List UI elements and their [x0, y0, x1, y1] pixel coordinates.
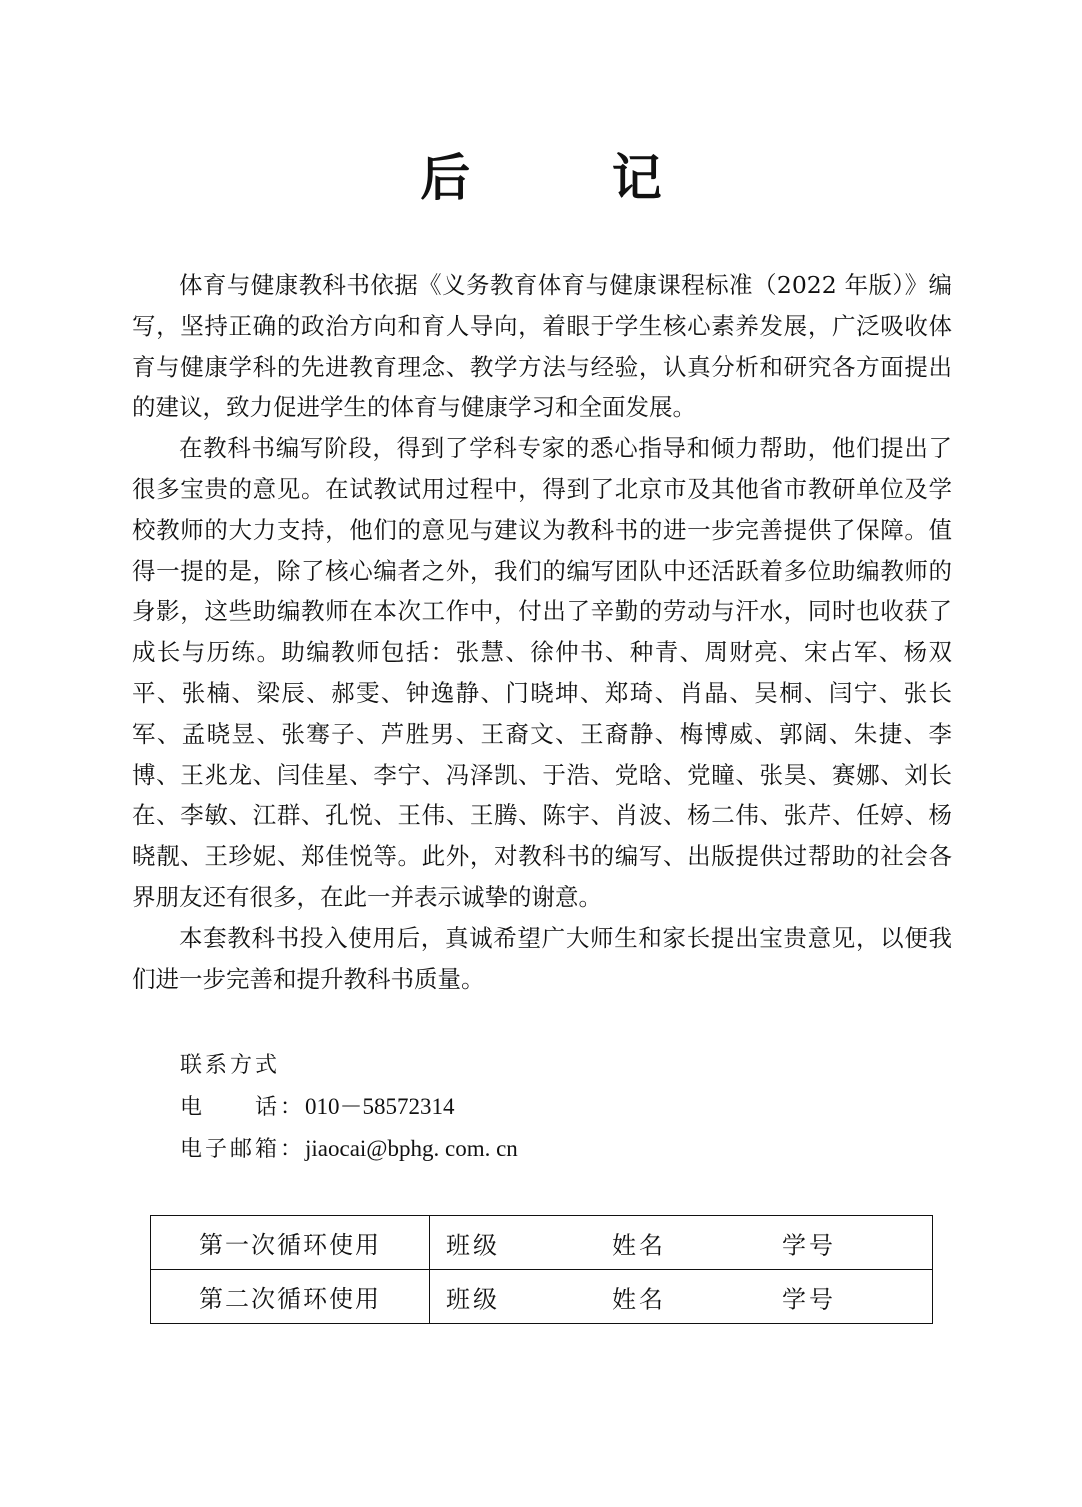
paragraph: 在教科书编写阶段，得到了学科专家的悉心指导和倾力帮助，他们提出了很多宝贵的意见。在试教试用过程中，得到了北京市及其他省市教研单位及学校教师的大力支持，他们的意见与建议为教科书的进一步完善提供了保障。值得一提的是，除了核心编者之外，我们的编写团队中还活跃着多位助编教师的身影，这些助编教师在本次工作中，付出了辛勤的劳动与汗水，同时也收获了成长与历练。助编教师包括：张慧、徐仲书、种青、周财亮、宋占军、杨双平、张楠、梁辰、郝雯、钟逸静、门晓坤、郑琦、肖晶、吴桐、闫宁、张长军、孟晓昱、张骞子、芦胜男、王裔文、王裔静、梅博威、郭阔、朱捷、李博、王兆龙、闫佳星、李宁、冯泽凯、于浩、党晗、党瞳、张昊、赛娜、刘长在、李敏、江群、孔悦、王伟、王腾、陈宇、肖波、杨二伟、张芹、任婷、杨晓靓、王珍妮、郑佳悦等。此外，对教科书的编写、出版提供过帮助的社会各界朋友还有很多，在此一并表示诚挚的谢意。 — [132, 434, 952, 911]
phone-value: 010－58572314 — [305, 1094, 455, 1119]
name-label: 姓名 — [612, 1231, 666, 1259]
table-row — [151, 1270, 933, 1324]
phone-row — [180, 1086, 518, 1128]
usage-table — [150, 1215, 933, 1324]
student-id-label: 学号 — [782, 1285, 836, 1313]
cycle-cell: 第二次循环使用 — [151, 1270, 430, 1324]
name-label: 姓名 — [612, 1285, 666, 1313]
page-title: 后 记 — [420, 148, 724, 207]
class-label: 班级 — [446, 1231, 500, 1259]
contact-heading: 联系方式 — [180, 1053, 281, 1078]
body-text — [132, 265, 952, 999]
class-label: 班级 — [446, 1285, 500, 1313]
table-row — [151, 1216, 933, 1270]
email-value: jiaocai@bphg. com. cn — [305, 1136, 518, 1161]
phone-label: 电 话： — [180, 1095, 306, 1120]
paragraph: 本套教科书投入使用后，真诚希望广大师生和家长提出宝贵意见，以便我们进一步完善和提升教科书质量。 — [132, 923, 952, 993]
email-label: 电子邮箱： — [180, 1137, 306, 1162]
contact-info — [180, 1045, 518, 1170]
fields-cell — [430, 1270, 933, 1324]
email-row — [180, 1128, 518, 1170]
student-id-label: 学号 — [782, 1231, 836, 1259]
fields-cell — [430, 1216, 933, 1270]
cycle-cell: 第一次循环使用 — [151, 1216, 430, 1270]
paragraph: 体育与健康教科书依据《义务教育体育与健康课程标准（2022 年版）》编写，坚持正确的政治方向和育人导向，着眼于学生核心素养发展，广泛吸收体育与健康学科的先进教育理念、教学方法与经验，认真分析和研究各方面提出的建议，致力促进学生的体育与健康学习和全面发展。 — [132, 271, 952, 422]
contact-heading-row — [180, 1045, 518, 1086]
